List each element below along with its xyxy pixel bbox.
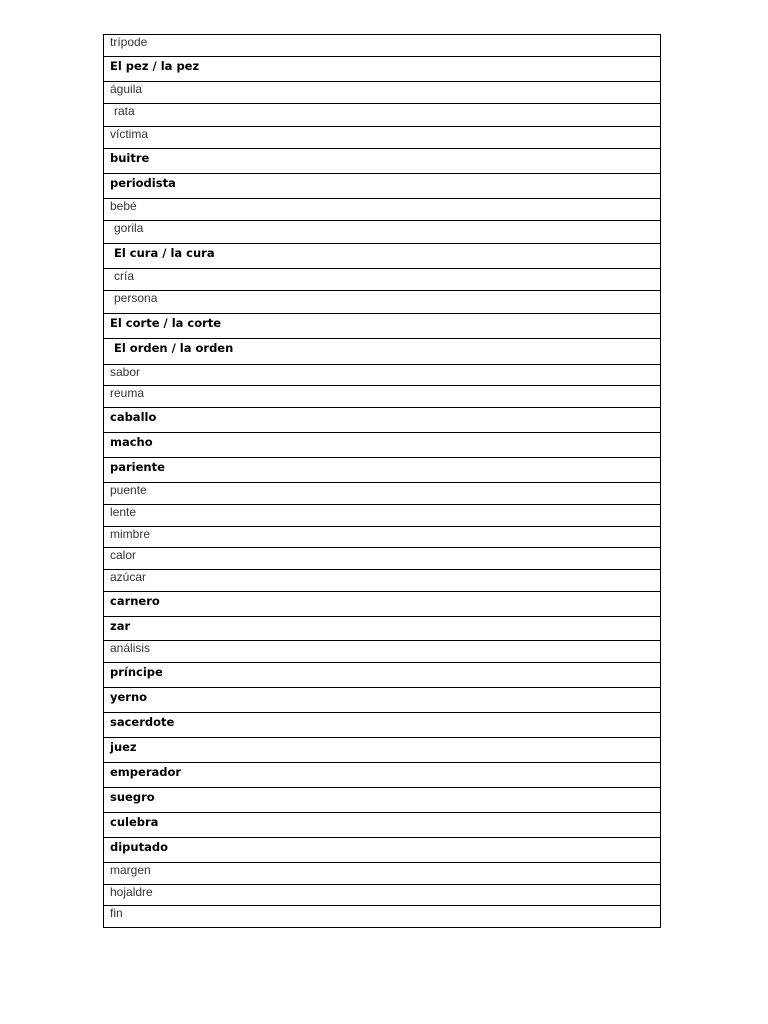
table-row	[104, 127, 660, 149]
table-row	[104, 713, 660, 738]
table-row	[104, 663, 660, 688]
table-row	[104, 339, 660, 365]
table-row	[104, 788, 660, 813]
word-cell: caballo	[110, 410, 157, 424]
table-row	[104, 885, 660, 906]
table-row	[104, 458, 660, 483]
word-cell: margen	[110, 863, 151, 877]
word-cell: azúcar	[110, 570, 147, 584]
table-row	[104, 365, 660, 386]
word-cell: culebra	[110, 815, 159, 829]
table-row	[104, 82, 660, 104]
table-row	[104, 386, 660, 408]
word-cell: rata	[114, 104, 135, 118]
table-row	[104, 688, 660, 713]
word-cell: El corte / la corte	[110, 316, 222, 330]
word-cell: trípode	[110, 35, 148, 49]
table-row	[104, 149, 660, 174]
word-cell: zar	[110, 619, 131, 633]
table-row	[104, 291, 660, 314]
word-cell: sacerdote	[110, 715, 175, 729]
word-cell: análisis	[110, 641, 151, 655]
word-cell: periodista	[110, 176, 176, 190]
table-row	[104, 104, 660, 127]
word-cell: víctima	[110, 127, 149, 141]
table-row	[104, 199, 660, 221]
table-row	[104, 505, 660, 527]
word-cell: gorila	[114, 221, 144, 235]
table-row	[104, 738, 660, 763]
table-row	[104, 483, 660, 505]
table-row	[104, 433, 660, 458]
word-cell: fin	[110, 906, 123, 920]
table-row	[104, 408, 660, 433]
word-cell: El pez / la pez	[110, 59, 200, 73]
word-cell: águila	[110, 82, 143, 96]
table-row	[104, 863, 660, 885]
table-row	[104, 174, 660, 199]
table-row	[104, 592, 660, 617]
word-cell: diputado	[110, 840, 168, 854]
word-cell: reuma	[110, 386, 145, 400]
word-cell: macho	[110, 435, 153, 449]
table-row	[104, 617, 660, 641]
word-cell: mimbre	[110, 527, 151, 541]
table-row	[104, 813, 660, 838]
word-cell: El cura / la cura	[114, 246, 215, 260]
table-row	[104, 763, 660, 788]
word-cell: juez	[110, 740, 137, 754]
word-cell: hojaldre	[110, 885, 153, 899]
word-cell: bebé	[110, 199, 137, 213]
table-row	[104, 527, 660, 548]
word-cell: pariente	[110, 460, 165, 474]
word-cell: persona	[114, 291, 158, 305]
word-cell: carnero	[110, 594, 160, 608]
word-cell: príncipe	[110, 665, 163, 679]
word-cell: puente	[110, 483, 147, 497]
table-row	[104, 641, 660, 663]
word-cell: yerno	[110, 690, 148, 704]
table-row	[104, 906, 660, 928]
word-cell: lente	[110, 505, 137, 519]
word-cell: cría	[114, 269, 135, 283]
table-row	[104, 35, 660, 57]
word-table	[103, 34, 661, 928]
word-cell: El orden / la orden	[114, 341, 234, 355]
table-row	[104, 314, 660, 339]
table-row	[104, 244, 660, 269]
word-cell: calor	[110, 548, 137, 562]
word-cell: suegro	[110, 790, 155, 804]
table-row	[104, 221, 660, 244]
word-cell: emperador	[110, 765, 182, 779]
table-row	[104, 548, 660, 570]
table-row	[104, 570, 660, 592]
word-cell: buitre	[110, 151, 150, 165]
table-row	[104, 57, 660, 82]
table-row	[104, 269, 660, 291]
word-cell: sabor	[110, 365, 141, 379]
table-row	[104, 838, 660, 863]
